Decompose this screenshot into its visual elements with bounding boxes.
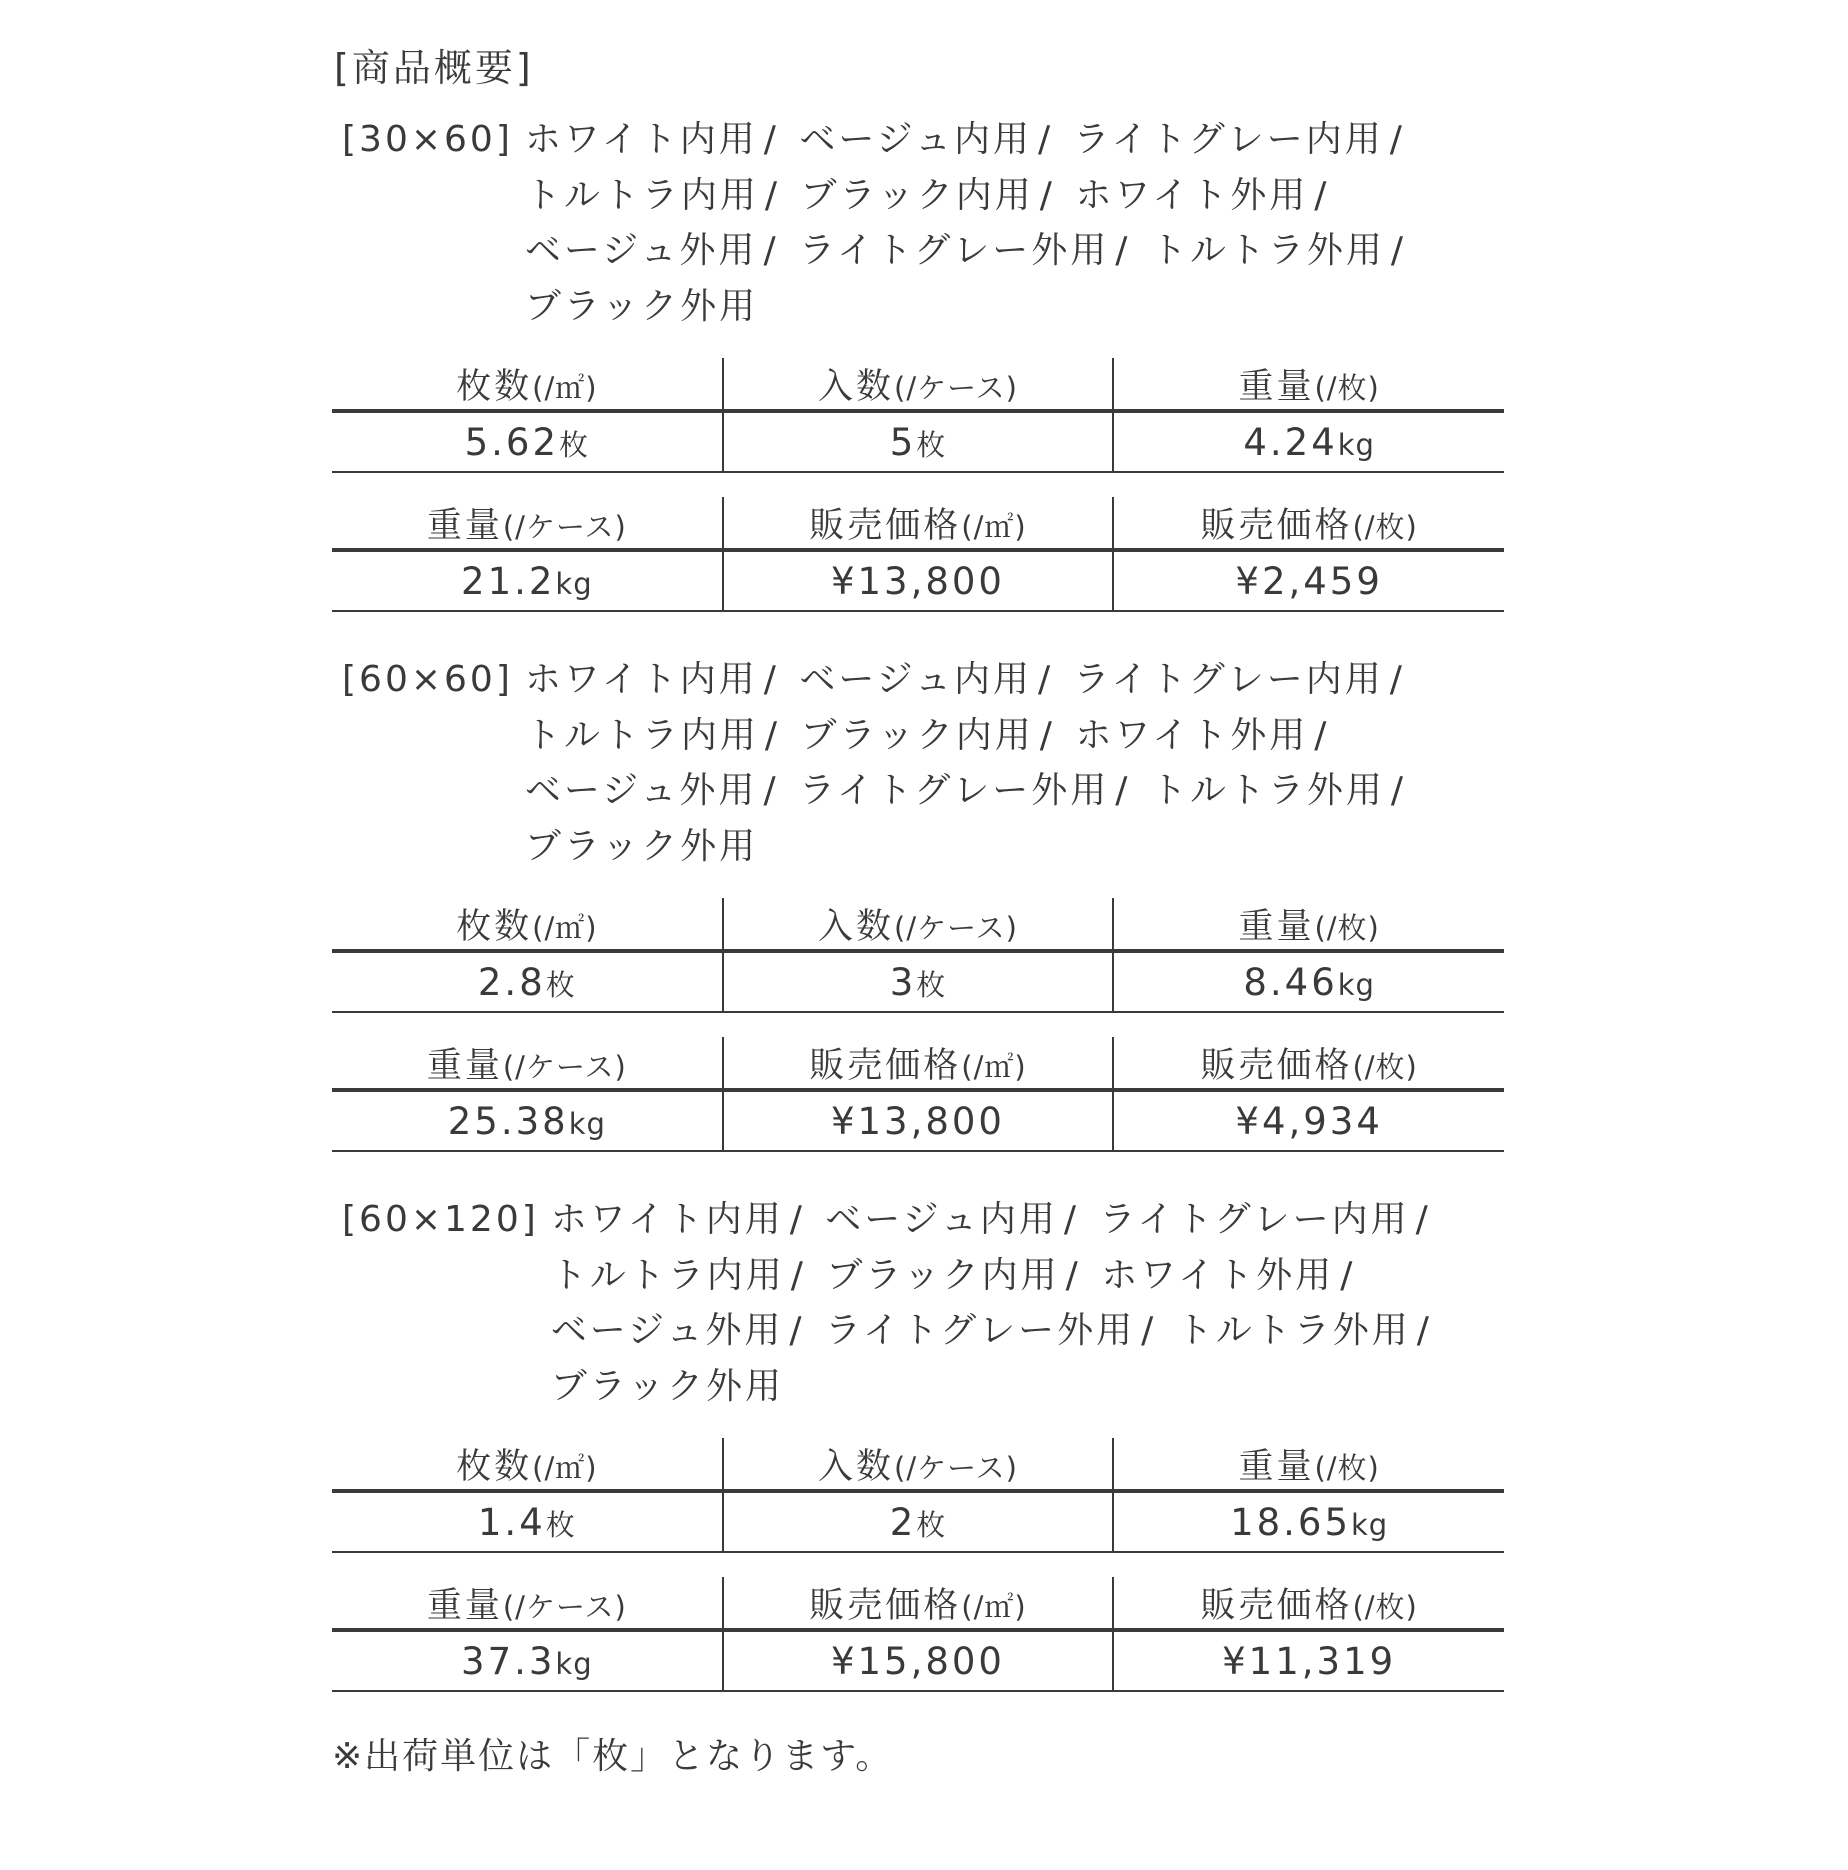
header-label: 入数 xyxy=(818,1446,895,1487)
spec-value-cell xyxy=(332,550,723,611)
spec-value-cell xyxy=(332,1090,723,1151)
spec-value: ¥11,319 xyxy=(1222,1639,1397,1683)
header-unit: (/ケース) xyxy=(894,910,1018,945)
header-unit: (/枚) xyxy=(1352,1049,1418,1084)
color-separator: / xyxy=(1063,1199,1079,1240)
color-separator: / xyxy=(763,659,779,700)
size-colors-block xyxy=(332,1192,1504,1414)
spec-value-cell xyxy=(1113,411,1504,472)
spec-header-cell xyxy=(332,1577,723,1630)
header-unit: (/枚) xyxy=(1314,1450,1380,1485)
size-section xyxy=(332,112,1504,612)
color-variant: ホワイト内用 xyxy=(524,659,758,700)
spec-value: ¥13,800 xyxy=(830,559,1005,603)
color-variant: ホワイト外用 xyxy=(1075,714,1309,756)
spec-header-cell xyxy=(1113,1037,1504,1090)
color-variant: ホワイト外用 xyxy=(1075,174,1309,216)
spec-header-cell xyxy=(723,1438,1114,1491)
spec-header-cell xyxy=(332,1037,723,1090)
color-variant: ホワイト内用 xyxy=(524,119,758,160)
header-label: 販売価格 xyxy=(1200,1045,1353,1086)
header-unit: (/㎡) xyxy=(532,1450,598,1485)
spec-header-cell xyxy=(332,1438,723,1491)
header-label: 重量 xyxy=(1238,1446,1315,1487)
color-variant: ブラック内用 xyxy=(800,714,1034,756)
color-separator: / xyxy=(1415,1199,1431,1240)
spec-value: ¥4,934 xyxy=(1235,1099,1383,1143)
size-label: [60×60] xyxy=(342,659,513,700)
color-variant: ホワイト外用 xyxy=(1101,1254,1335,1296)
spec-header-cell xyxy=(332,497,723,550)
size-label: [60×120] xyxy=(342,1199,539,1240)
color-variant: トルトラ外用 xyxy=(1150,770,1385,811)
spec-value: 3 xyxy=(889,960,917,1004)
color-separator: / xyxy=(1390,770,1406,811)
spec-unit: kg xyxy=(1351,1507,1389,1542)
color-separator: / xyxy=(1390,230,1406,271)
spec-header-cell xyxy=(723,898,1114,951)
product-overview xyxy=(332,40,1504,1782)
color-variant: ブラック外用 xyxy=(550,1365,785,1407)
color-separator: / xyxy=(1115,230,1131,271)
color-variant: トルトラ外用 xyxy=(1176,1310,1411,1351)
color-variant: ライトグレー外用 xyxy=(824,1310,1136,1351)
spec-value-cell xyxy=(723,1630,1114,1691)
spec-unit: kg xyxy=(1337,967,1375,1002)
color-variant: ライトグレー外用 xyxy=(799,770,1110,811)
color-separator: / xyxy=(1314,714,1330,756)
spec-table-row2 xyxy=(332,1037,1504,1152)
spec-value: 1.4 xyxy=(477,1500,546,1544)
header-label: 枚数 xyxy=(456,906,533,947)
size-section xyxy=(332,1192,1504,1692)
spec-header-row xyxy=(332,1037,1504,1090)
color-separator: / xyxy=(1039,714,1055,756)
color-separator: / xyxy=(1314,174,1330,216)
color-separator: / xyxy=(789,1310,805,1351)
spec-header-cell xyxy=(723,358,1114,411)
spec-value-cell xyxy=(723,1090,1114,1151)
header-label: 販売価格 xyxy=(1200,1585,1353,1626)
spec-header-cell xyxy=(1113,1577,1504,1630)
header-label: 重量 xyxy=(1238,366,1315,407)
spec-header-row xyxy=(332,497,1504,550)
spec-unit: 枚 xyxy=(916,427,947,462)
color-separator: / xyxy=(1039,174,1055,216)
spec-value: 8.46 xyxy=(1243,960,1338,1004)
spec-value-cell xyxy=(1113,1090,1504,1151)
spec-value: ¥2,459 xyxy=(1235,559,1383,603)
spec-value-row xyxy=(332,1090,1504,1151)
spec-value-cell xyxy=(1113,1630,1504,1691)
spec-unit: 枚 xyxy=(916,967,947,1002)
color-separator: / xyxy=(1141,1310,1157,1351)
color-variant: ライトグレー外用 xyxy=(799,230,1110,271)
spec-header-cell xyxy=(332,358,723,411)
page-title: [商品概要] xyxy=(334,46,534,90)
color-separator: / xyxy=(1389,659,1405,700)
spec-header-row xyxy=(332,1438,1504,1491)
spec-value: 5.62 xyxy=(464,420,560,464)
spec-header-cell xyxy=(332,898,723,951)
color-separator: / xyxy=(1416,1310,1432,1351)
spec-header-cell xyxy=(723,1037,1114,1090)
spec-header-row xyxy=(332,898,1504,951)
header-label: 販売価格 xyxy=(809,1045,962,1086)
spec-value: 37.3 xyxy=(461,1639,556,1683)
color-variant: ホワイト内用 xyxy=(550,1199,784,1240)
spec-value: 2.8 xyxy=(477,960,546,1004)
color-variant: ベージュ内用 xyxy=(799,659,1032,700)
spec-value-cell xyxy=(723,550,1114,611)
shipping-note: ※出荷単位は「枚」となります。 xyxy=(332,1736,894,1777)
header-label: 重量 xyxy=(426,1045,503,1086)
spec-value-cell xyxy=(723,1491,1114,1552)
color-variant: トルトラ内用 xyxy=(524,714,759,756)
spec-value: ¥15,800 xyxy=(830,1639,1005,1683)
header-unit: (/ケース) xyxy=(894,1450,1018,1485)
spec-value: 21.2 xyxy=(461,559,556,603)
color-variant: ベージュ内用 xyxy=(825,1199,1058,1240)
color-separator: / xyxy=(1037,119,1054,160)
color-variant: ライトグレー内用 xyxy=(1073,119,1384,160)
spec-value-cell xyxy=(723,411,1114,472)
color-separator: / xyxy=(763,230,779,271)
spec-value-row xyxy=(332,411,1504,472)
spec-unit: kg xyxy=(555,566,593,601)
color-list xyxy=(551,1192,1504,1414)
spec-value: 25.38 xyxy=(447,1099,569,1143)
header-label: 入数 xyxy=(818,366,895,407)
color-variant: トルトラ内用 xyxy=(524,174,759,216)
spec-value-cell xyxy=(332,411,723,472)
spec-value-cell xyxy=(723,951,1114,1012)
color-separator: / xyxy=(1115,770,1131,811)
size-colors-block xyxy=(332,112,1504,334)
color-separator: / xyxy=(764,714,781,756)
header-label: 枚数 xyxy=(456,366,533,407)
spec-value: 5 xyxy=(889,420,917,464)
color-separator: / xyxy=(790,1254,806,1296)
color-separator: / xyxy=(1340,1254,1356,1296)
spec-header-row xyxy=(332,1577,1504,1630)
spec-value: ¥13,800 xyxy=(830,1099,1005,1143)
color-separator: / xyxy=(1389,119,1405,160)
header-label: 枚数 xyxy=(456,1446,533,1487)
color-variant: ベージュ外用 xyxy=(524,770,758,811)
header-label: 入数 xyxy=(818,906,895,947)
sections-container xyxy=(332,112,1504,1692)
header-unit: (/枚) xyxy=(1352,509,1418,544)
header-label: 販売価格 xyxy=(1200,505,1353,546)
header-label: 重量 xyxy=(426,505,503,546)
spec-unit: 枚 xyxy=(545,967,576,1002)
spec-value-row xyxy=(332,951,1504,1012)
color-separator: / xyxy=(1065,1254,1081,1296)
spec-unit: kg xyxy=(1337,427,1375,462)
color-separator: / xyxy=(1037,659,1054,700)
spec-unit: kg xyxy=(568,1106,606,1141)
spec-table-row2 xyxy=(332,497,1504,612)
color-variant: ライトグレー内用 xyxy=(1073,659,1384,700)
color-variant: ベージュ外用 xyxy=(524,230,758,271)
spec-value-row xyxy=(332,1491,1504,1552)
spec-header-cell xyxy=(723,497,1114,550)
spec-value-cell xyxy=(332,951,723,1012)
spec-value: 18.65 xyxy=(1230,1500,1352,1544)
color-variant: ライトグレー内用 xyxy=(1099,1199,1410,1240)
header-unit: (/㎡) xyxy=(532,910,598,945)
header-unit: (/ケース) xyxy=(502,509,627,544)
header-unit: (/枚) xyxy=(1314,370,1380,405)
spec-value-row xyxy=(332,1630,1504,1691)
color-separator: / xyxy=(789,1199,805,1240)
header-unit: (/ケース) xyxy=(502,1589,627,1624)
header-label: 重量 xyxy=(426,1585,503,1626)
header-unit: (/㎡) xyxy=(961,509,1027,544)
header-unit: (/㎡) xyxy=(532,370,598,405)
header-unit: (/㎡) xyxy=(961,1049,1027,1084)
header-unit: (/枚) xyxy=(1352,1589,1418,1624)
color-list xyxy=(525,652,1504,874)
header-label: 販売価格 xyxy=(809,1585,962,1626)
spec-unit: 枚 xyxy=(559,427,590,462)
color-separator: / xyxy=(764,174,781,216)
size-colors-block xyxy=(332,652,1504,874)
color-variant: ブラック外用 xyxy=(524,825,759,867)
color-separator: / xyxy=(763,119,779,160)
spec-unit: 枚 xyxy=(545,1507,576,1542)
spec-header-cell xyxy=(1113,358,1504,411)
color-variant: ベージュ外用 xyxy=(550,1310,784,1351)
spec-value-cell xyxy=(1113,550,1504,611)
color-variant: ブラック外用 xyxy=(524,285,759,327)
header-unit: (/枚) xyxy=(1314,910,1380,945)
color-variant: ベージュ内用 xyxy=(799,119,1032,160)
spec-value: 2 xyxy=(889,1500,917,1544)
spec-unit: kg xyxy=(555,1646,593,1681)
color-variant: ブラック内用 xyxy=(800,174,1034,216)
spec-value-cell xyxy=(332,1630,723,1691)
spec-table-row1 xyxy=(332,358,1504,473)
spec-value-cell xyxy=(1113,1491,1504,1552)
spec-table-row1 xyxy=(332,1438,1504,1553)
spec-header-cell xyxy=(1113,898,1504,951)
spec-header-cell xyxy=(1113,1438,1504,1491)
color-variant: トルトラ外用 xyxy=(1150,230,1385,271)
header-label: 重量 xyxy=(1238,906,1315,947)
spec-value-cell xyxy=(1113,951,1504,1012)
header-label: 販売価格 xyxy=(809,505,962,546)
spec-value: 4.24 xyxy=(1243,420,1338,464)
color-variant: トルトラ内用 xyxy=(550,1254,785,1296)
spec-value-cell xyxy=(332,1491,723,1552)
color-list xyxy=(525,112,1504,334)
color-variant: ブラック内用 xyxy=(826,1254,1060,1296)
size-label: [30×60] xyxy=(342,119,513,160)
size-section xyxy=(332,652,1504,1152)
spec-table-row2 xyxy=(332,1577,1504,1692)
color-separator: / xyxy=(763,770,779,811)
header-unit: (/㎡) xyxy=(961,1589,1027,1624)
header-unit: (/ケース) xyxy=(502,1049,627,1084)
spec-header-cell xyxy=(1113,497,1504,550)
header-unit: (/ケース) xyxy=(894,370,1018,405)
spec-unit: 枚 xyxy=(916,1507,947,1542)
spec-table-row1 xyxy=(332,898,1504,1013)
spec-value-row xyxy=(332,550,1504,611)
spec-header-cell xyxy=(723,1577,1114,1630)
spec-header-row xyxy=(332,358,1504,411)
